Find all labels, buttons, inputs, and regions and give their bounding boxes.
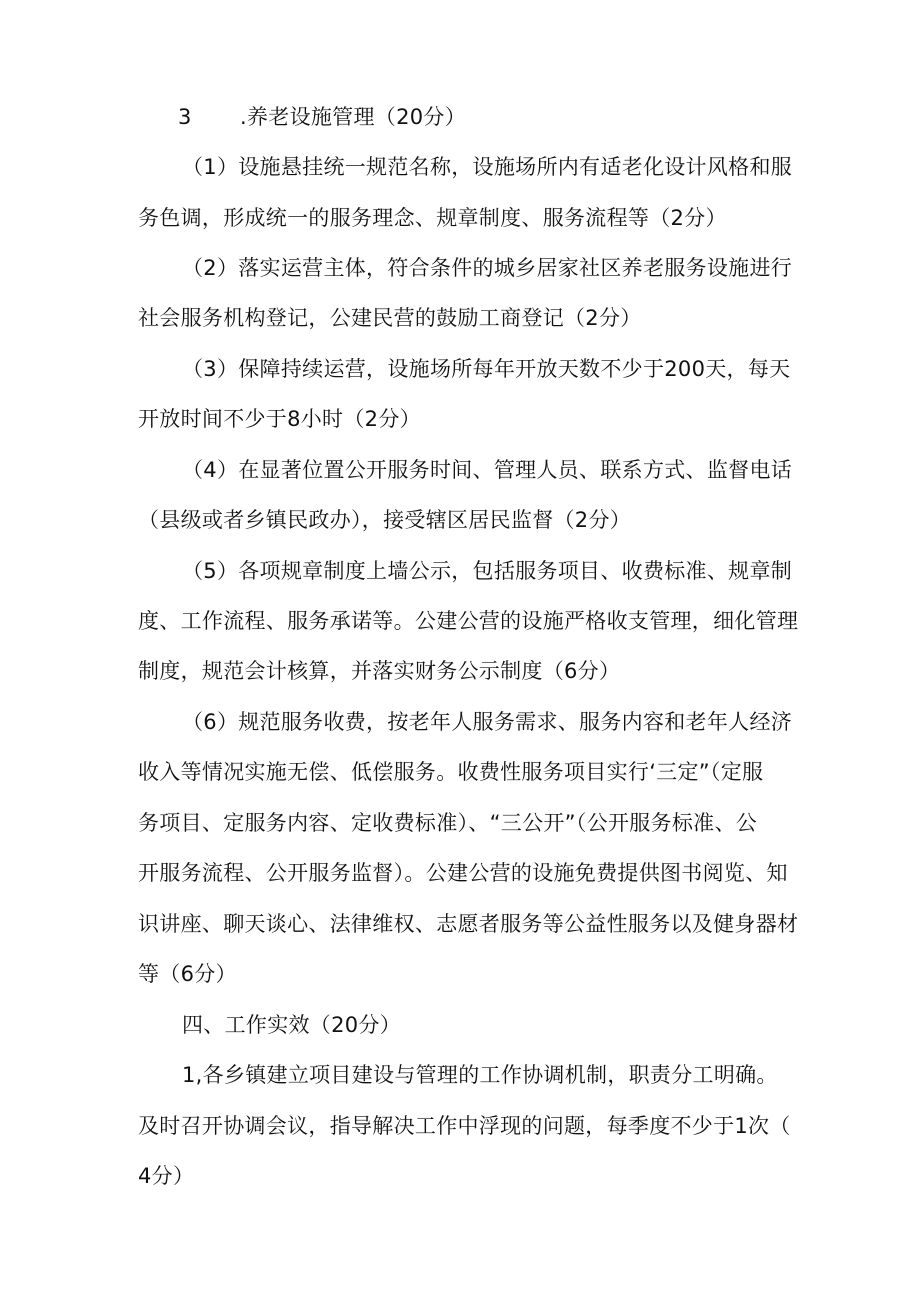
item-6-line-6: 等（6分） <box>138 962 237 986</box>
item-2-line-2: 社会服务机构登记，公建民营的鼓励工商登记（2分） <box>138 306 642 330</box>
section-4-title: 四、工作实效（20分） <box>182 1013 402 1037</box>
item-6-line-5: 识讲座、聊天谈心、法律维权、志愿者服务等公益性服务以及健身器材 <box>138 912 799 936</box>
item-6-line-4: 开服务流程、公开服务监督）。公建公营的设施免费提供图书阅览、知 <box>138 861 788 885</box>
item-5-line-1: （5）各项规章制度上墙公示，包括服务项目、收费标准、规章制 <box>182 559 793 583</box>
item-4-line-2: （县级或者乡镇民政办），接受辖区居民监督（2分） <box>138 508 632 532</box>
item-4-line-1: （4）在显著位置公开服务时间、管理人员、联系方式、监督电话 <box>182 458 793 482</box>
item-3-line-1: （3）保障持续运营，设施场所每年开放天数不少于200天，每天 <box>182 357 791 381</box>
item-6-line-1: （6）规范服务收费，按老年人服务需求、服务内容和老年人经济 <box>182 710 793 734</box>
item-6-line-3: 务项目、定服务内容、定收费标准）、“三公开”（公开服务标准、公 <box>138 811 758 835</box>
item-3-line-2: 开放时间不少于8小时（2分） <box>138 407 421 431</box>
section-3-number: 3 <box>178 105 192 129</box>
item-1-line-1: （1）设施悬挂统一规范名称，设施场所内有适老化设计风格和服 <box>182 155 793 179</box>
section-3-title: .养老设施管理（20分） <box>240 105 466 129</box>
section-4-item-1-line-2: 及时召开协调会议，指导解决工作中浮现的问题，每季度不少于1次（ <box>138 1114 791 1138</box>
item-6-line-2: 收入等情况实施无偿、低偿服务。收费性服务项目实行‘三定”（定服 <box>138 760 764 784</box>
section-4-item-1-line-1: 1,各乡镇建立项目建设与管理的工作协调机制，职责分工明确。 <box>182 1063 778 1087</box>
item-5-line-2: 度、工作流程、服务承诺等。公建公营的设施严格收支管理，细化管理 <box>138 609 799 633</box>
item-1-line-2: 务色调，形成统一的服务理念、规章制度、服务流程等（2分） <box>138 206 727 230</box>
item-2-line-1: （2）落实运营主体，符合条件的城乡居家社区养老服务设施进行 <box>182 256 793 280</box>
item-5-line-3: 制度，规范会计核算，并落实财务公示制度（6分） <box>138 659 621 683</box>
section-4-item-1-line-3: 4分） <box>138 1164 195 1188</box>
